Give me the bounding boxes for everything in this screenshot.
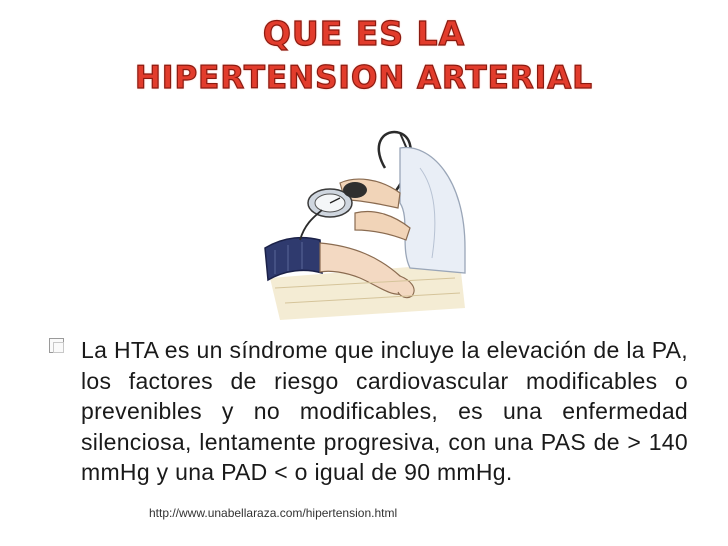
slide-title-line-2: HIPERTENSION ARTERIAL	[134, 60, 593, 96]
slide-title-line-1: QUE ES LA	[262, 14, 466, 53]
bullet-square-icon	[49, 338, 64, 353]
bullet-body-text: La HTA es un síndrome que incluye la elevación de la PA, los factores de riesgo cardiovascular modificables o prevenibles y no modificables, es una enfermedad silenciosa, lentamente progresiva, con una PAS de > 140 mmHg y una PAD < o igual de 90 mmHg.	[81, 337, 688, 485]
blood-pressure-measurement-icon	[260, 108, 470, 323]
source-link[interactable]: http://www.unabellaraza.com/hipertension.html	[149, 506, 398, 520]
